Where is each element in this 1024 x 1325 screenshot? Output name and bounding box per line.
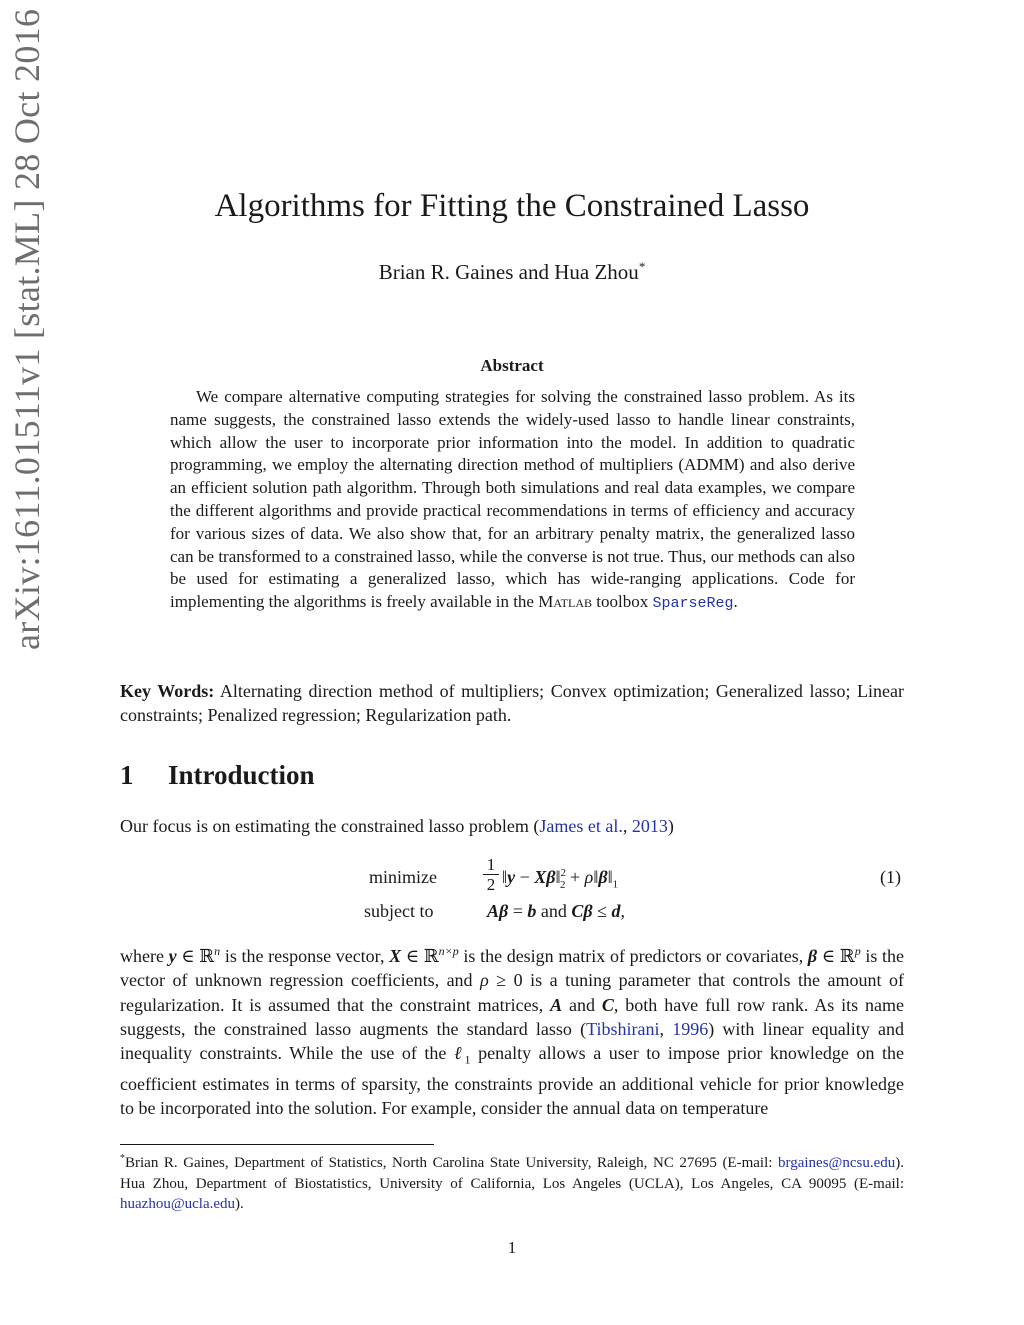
- keywords: [120, 679, 904, 727]
- intro-paragraph-1: [120, 814, 904, 838]
- footnote-mark: *: [120, 1153, 125, 1164]
- section-title: Introduction: [168, 760, 315, 790]
- email-zhou-link[interactable]: huazhou@ucla.edu: [120, 1196, 236, 1212]
- intro-p2-d: is a tuning parameter that controls the amount of regularization. It is assumed that the constraint matrices,: [120, 970, 904, 1015]
- section-heading: [120, 760, 315, 791]
- equation-constraints: Aβ = b and Cβ ≤ d,: [487, 901, 626, 921]
- paper-authors: [0, 259, 1024, 285]
- equation-and: and: [540, 901, 567, 921]
- equation-fraction: $\frac{1}{2}$: [483, 855, 499, 894]
- section-number: 1: [120, 760, 134, 790]
- footnote-text-b: ). Hua Zhou, Department of Biostatistics, University of California, Los Angeles (UCLA), Los Angeles, CA 90095 (E-mail:: [120, 1155, 904, 1192]
- citation-tibshirani[interactable]: Tibshirani, 1996: [586, 1018, 709, 1039]
- equation-minimize-label: minimize: [369, 867, 437, 887]
- keywords-label: Key Words:: [120, 681, 215, 701]
- intro-p1-text: Our focus is on estimating the constrained lasso problem (: [120, 816, 540, 836]
- equation-objective: ‖y − Xβ‖$^2_2$ + $\rho‖\beta‖_1$: [502, 867, 619, 891]
- equation-subject-to-label: subject to: [364, 901, 434, 921]
- intro-p1-close: ): [667, 816, 674, 836]
- cite-year[interactable]: 2013: [631, 816, 668, 836]
- abstract-body: [170, 386, 855, 616]
- footnote: [120, 1149, 904, 1215]
- page-number: 1: [507, 1238, 517, 1257]
- intro-p2-e: both have full row rank. As its name suggests, the constrained lasso augments the standard lasso (: [120, 994, 905, 1039]
- abstract-heading: Abstract: [480, 356, 544, 375]
- intro-paragraph-2: where y ∈ ℝ$^n$ is the response vector, X ∈ ℝ$^{n\times p}$ is the design matrix of predictors or covariates, β ∈ ℝ$^p$ is the vector of unknown regression coefficients, and ρ ≥ 0 is a tuning parameter that controls the amount of regularization. It is assumed that the constraint matrices, A and C, both have full row rank. As its name suggests, the constrained lasso augments the standard lasso (Tibshirani, 1996) with linear equality and inequality constraints. While the use of the ℓ$_1$ penalty allows a user to impose prior knowledge on the coefficient estimates in terms of sparsity, the constraints provide an additional vehicle for prior knowledge to be incorporated into the solution. For example, consider the annual data on temperature: [120, 944, 905, 1119]
- equation-number: (1): [880, 867, 901, 887]
- cite-year[interactable]: 1996: [672, 1018, 709, 1039]
- software-name: Matlab: [538, 592, 593, 612]
- abstract-text: We compare alternative computing strategies for solving the constrained lasso problem. As its name suggests, the constrained lasso extends the widely-used lasso to handle linear constraints, which allow the user to incorporate prior information into the model. In addition to quadratic programming, we employ the alternating direction method of multipliers (ADMM) and also derive an efficient solution path algorithm. Through both simulations and real data examples, we compare the different algorithms and provide practical recommendations in terms of efficiency and accuracy for various sizes of data. We also show that, for an arbitrary penalty matrix, the generalized lasso can be transformed to a constrained lasso, while the converse is not true. Thus, our methods can also be used for estimating a generalized lasso, which has wide-ranging applications. Code for implementing the algorithms is freely available in the: [170, 387, 855, 612]
- intro-p2-a: is the response vector,: [224, 946, 385, 966]
- footnote-rule: [120, 1144, 434, 1145]
- cite-author[interactable]: Tibshirani: [586, 1018, 660, 1039]
- author-footnote-mark: *: [638, 259, 646, 274]
- intro-p2-f: ) with linear equality and inequality constraints. While the use of the: [120, 1018, 904, 1064]
- author-names: Brian R. Gaines and Hua Zhou: [378, 260, 639, 284]
- intro-p2-b: is the design matrix of predictors or covariates,: [463, 946, 804, 966]
- intro-p2-g: penalty allows a user to impose prior knowledge on the coefficient estimates in terms of sparsity, the constraints provide an additional vehicle for prior knowledge to be incorporated into the solution. For example, consider the annual data on temperature: [120, 1043, 905, 1119]
- footnote-text-a: Brian R. Gaines, Department of Statistics, North Carolina State University, Raleigh, NC 27695 (E-mail:: [125, 1155, 773, 1171]
- footnote-text-c: ).: [235, 1196, 244, 1212]
- toolbox-link[interactable]: SparseReg: [652, 595, 734, 613]
- abstract-end: .: [733, 592, 738, 612]
- intro-p2-c: is the vector of unknown regression coefficients, and: [120, 946, 904, 991]
- email-gaines-link[interactable]: brgaines@ncsu.edu: [777, 1155, 896, 1171]
- cite-sep: ,: [622, 816, 632, 836]
- paper-title: Algorithms for Fitting the Constrained Lasso: [214, 188, 810, 224]
- arxiv-stamp: arXiv:1611.01511v1 [stat.ML] 28 Oct 2016: [7, 8, 47, 650]
- citation-james[interactable]: [539, 816, 667, 836]
- toolbox-word: toolbox: [596, 592, 649, 612]
- cite-author[interactable]: James et al.: [539, 816, 623, 836]
- keywords-text: Alternating direction method of multipliers; Convex optimization; Generalized lasso; Linear constraints; Penalized regression; Regularization path.: [120, 681, 905, 725]
